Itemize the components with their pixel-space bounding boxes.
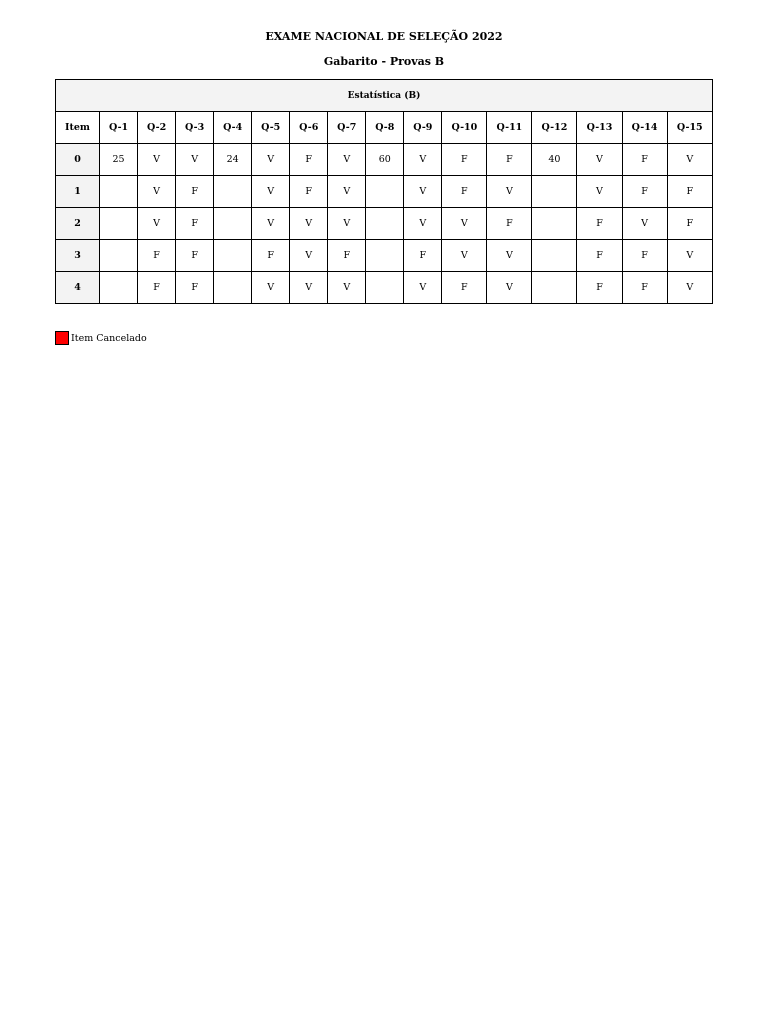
answer-cell: F <box>577 208 622 240</box>
answer-cell: V <box>252 272 290 304</box>
column-header: Q-7 <box>328 112 366 144</box>
answer-cell: V <box>328 144 366 176</box>
item-number: 3 <box>56 240 100 272</box>
answer-cell: F <box>667 176 712 208</box>
answer-cell: F <box>622 176 667 208</box>
answer-cell: V <box>442 240 487 272</box>
answer-cell: 40 <box>532 144 577 176</box>
answer-cell: F <box>290 144 328 176</box>
answer-key-table <box>55 79 713 304</box>
answer-cell: F <box>442 272 487 304</box>
table-row <box>56 240 713 272</box>
column-header: Q-15 <box>667 112 712 144</box>
answer-cell: V <box>667 144 712 176</box>
column-header: Q-10 <box>442 112 487 144</box>
answer-cell <box>214 272 252 304</box>
answer-cell: V <box>252 208 290 240</box>
answer-cell: F <box>442 176 487 208</box>
answer-cell <box>366 240 404 272</box>
legend <box>55 331 147 345</box>
answer-cell: F <box>577 240 622 272</box>
item-number: 0 <box>56 144 100 176</box>
answer-cell: V <box>138 176 176 208</box>
answer-cell: F <box>252 240 290 272</box>
answer-cell: V <box>487 240 532 272</box>
answer-cell: V <box>667 240 712 272</box>
answer-cell: V <box>404 272 442 304</box>
answer-cell: V <box>487 176 532 208</box>
answer-cell <box>532 208 577 240</box>
table-row <box>56 272 713 304</box>
answer-cell: V <box>290 208 328 240</box>
answer-cell: V <box>252 176 290 208</box>
answer-cell: F <box>577 272 622 304</box>
page-title: EXAME NACIONAL DE SELEÇÃO 2022 <box>265 30 503 43</box>
answer-cell: 25 <box>100 144 138 176</box>
item-number: 4 <box>56 272 100 304</box>
column-header: Q-12 <box>532 112 577 144</box>
answer-cell <box>100 240 138 272</box>
answer-cell: 24 <box>214 144 252 176</box>
answer-cell: F <box>622 240 667 272</box>
column-header: Q-1 <box>100 112 138 144</box>
answer-cell: V <box>290 240 328 272</box>
column-header: Q-5 <box>252 112 290 144</box>
answer-cell <box>366 208 404 240</box>
column-header: Q-8 <box>366 112 404 144</box>
cancelled-item-swatch <box>55 331 69 345</box>
answer-cell: V <box>328 176 366 208</box>
table-row <box>56 144 713 176</box>
item-number: 2 <box>56 208 100 240</box>
answer-cell: V <box>622 208 667 240</box>
item-column-header: Item <box>56 112 100 144</box>
answer-cell <box>366 176 404 208</box>
answer-cell <box>532 240 577 272</box>
item-number: 1 <box>56 176 100 208</box>
answer-cell: F <box>622 144 667 176</box>
answer-cell <box>214 208 252 240</box>
answer-cell <box>366 272 404 304</box>
answer-cell: V <box>328 208 366 240</box>
answer-cell: F <box>667 208 712 240</box>
answer-cell: V <box>577 176 622 208</box>
answer-cell <box>100 208 138 240</box>
column-header: Q-14 <box>622 112 667 144</box>
answer-cell: V <box>252 144 290 176</box>
column-header-row <box>56 112 713 144</box>
table-body <box>56 144 713 304</box>
answer-cell: V <box>138 144 176 176</box>
answer-cell: V <box>138 208 176 240</box>
answer-cell <box>100 272 138 304</box>
answer-cell: V <box>176 144 214 176</box>
column-header: Q-11 <box>487 112 532 144</box>
answer-cell: F <box>290 176 328 208</box>
answer-cell: V <box>667 272 712 304</box>
table-row <box>56 208 713 240</box>
column-header: Q-9 <box>404 112 442 144</box>
answer-cell: F <box>328 240 366 272</box>
answer-cell: V <box>442 208 487 240</box>
table-row <box>56 176 713 208</box>
answer-cell: F <box>176 208 214 240</box>
answer-cell: F <box>487 208 532 240</box>
answer-cell: F <box>176 240 214 272</box>
answer-cell: V <box>487 272 532 304</box>
page-subtitle: Gabarito - Provas B <box>323 55 445 68</box>
answer-cell: F <box>138 272 176 304</box>
column-header: Q-4 <box>214 112 252 144</box>
answer-cell: V <box>404 208 442 240</box>
legend-label: Item Cancelado <box>71 332 147 344</box>
answer-cell: V <box>290 272 328 304</box>
column-header: Q-3 <box>176 112 214 144</box>
answer-cell: F <box>404 240 442 272</box>
answer-cell <box>214 240 252 272</box>
answer-cell: F <box>487 144 532 176</box>
answer-cell: F <box>138 240 176 272</box>
column-header: Q-6 <box>290 112 328 144</box>
answer-cell: F <box>442 144 487 176</box>
answer-cell: 60 <box>366 144 404 176</box>
answer-cell: F <box>176 272 214 304</box>
answer-cell <box>214 176 252 208</box>
column-header: Q-13 <box>577 112 622 144</box>
answer-cell: V <box>404 176 442 208</box>
answer-cell: V <box>577 144 622 176</box>
section-title: Estatística (B) <box>56 80 713 112</box>
answer-cell <box>100 176 138 208</box>
answer-cell: V <box>328 272 366 304</box>
answer-cell <box>532 176 577 208</box>
answer-cell: F <box>176 176 214 208</box>
answer-cell: V <box>404 144 442 176</box>
answer-cell <box>532 272 577 304</box>
column-header: Q-2 <box>138 112 176 144</box>
answer-cell: F <box>622 272 667 304</box>
